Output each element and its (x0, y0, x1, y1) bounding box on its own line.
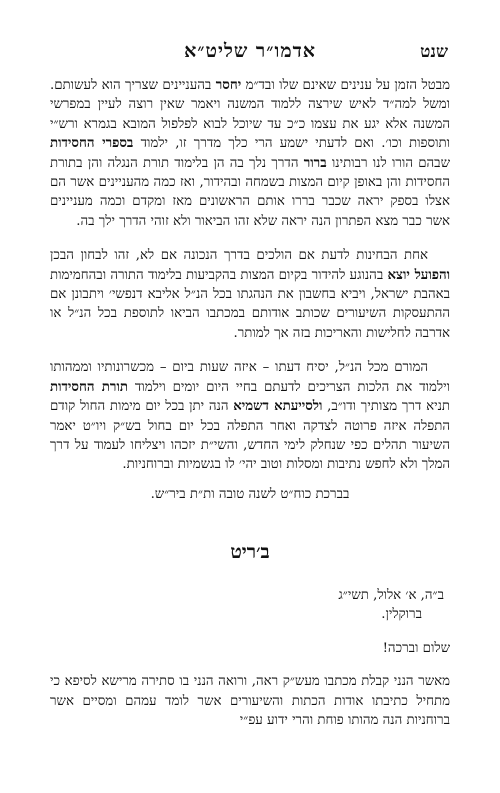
letter-paragraph-1: מאשר הנני קבלת מכתבו מעש״ק ראה, ורואה הנני בו סתירה מרישא לסיפא כי מתחיל כתיבתו אודות הכתות והשיעורים אשר לומד עמהם ומסיים אשר ברוחניות הנה מהותו פוחת והרי ידוע עפ״י (50, 674, 450, 729)
section-body (50, 76, 450, 504)
bold-phrase: והפועל יוצא (387, 267, 451, 283)
bold-phrase: בספרי החסידות (50, 136, 134, 152)
paragraph-1: מבטל הזמן על ענינים שאינם שלו ובד״מ יחסר בהעניינים שצריך הוא לעשותם. ומשל למה״ד לאיש שירצה ללמוד המשנה ויאמר שאין רוצה לעיין במפרשי המשנה אלא יגע את עצמו כ״כ עד שיוכל לבוא לפלפול המובא בגמרא ורש״י ותוספות וכו׳. ואם לדעתי ישמע הרי כלך מדרך זו, ילמוד בספרי החסידות שבהם הורו לנו רבותינו ברור הדרך נלך בה הן בלימוד תורת הנגלה והן בתורת החסידות והן באופן קיום המצות בשמחה ובהידור, ואז כמה מהעניינים אשר הם אצלו בספק יראה שכבר בררו אותם הראשונים מאז ומקדם וכמה מעניינים אשר כבר מצא הפתרון הנה יראה שלא זהו הביאור ולא זוהי הדרך ילך בה. (50, 78, 450, 229)
letter-date: ב״ה, א׳ אלול, תשי״ג (338, 588, 444, 603)
running-title: אדמו״ר שליט״א (184, 40, 316, 62)
page-header (52, 40, 448, 66)
paragraph-3: המורם מכל הנ״ל, יסיח דעתו – איזה שעות ביום – מכשרונותיו וממהותו וילמוד את הלכות הצריכים לדעתם בחיי היום יומים וילמוד תורת החסידות תניא דרך מצותיך ודו״ב, ולסייעתא דשמיא הנה יתן בכל יום מימות החול קודם התפלה איזה פרוטה לצדקה ואחר התפלה בכל יום בחול בש״ק ויו״ט יאמר השיעור תהלים כפי שנחלק לימי החדש, והשי״ת יזכהו ויצליחו לעמוד על דרך המלך ולא לחפש נתיבות ומסלות וטוב יהי׳ לו בגשמיות וברוחניות. (50, 360, 451, 473)
bold-phrase: יחסר (215, 78, 242, 93)
bold-phrase: ברור (303, 155, 327, 171)
letter-body (50, 586, 450, 730)
bold-phrase: תורת החסידות (50, 379, 128, 395)
closing-blessing: בברכת כוח״ט לשנה טובה ות״ת ביר״ש. (150, 486, 350, 502)
bold-phrase: ולסייעתא דשמיא (233, 399, 323, 415)
letter-greeting: שלום וברכה! (382, 640, 450, 656)
letter-place: ברוקלין. (381, 607, 422, 623)
letter-heading: ב׳ריט (230, 541, 270, 563)
paragraph-2: אחת הבחינות לדעת אם הולכים בדרך הנכונה אם לא, זהו לבחון הבכן והפועל יוצא בהנוגע להידור בקיום המצות בהקביעות בלימוד התורה ובהחמימות באהבת ישראל, ויביא בחשבון את הנהגתו בכל הנ״ל אליבא דנפשי׳ ויתבונן אם ההתעסקות השיעורים שכותב אודותם במכתבו הביאו לתוספת בכל הנ״ל או אדרבה לחלישות והאריכות בזה אך למותר. (50, 248, 451, 341)
page-number: שנט (420, 42, 448, 62)
